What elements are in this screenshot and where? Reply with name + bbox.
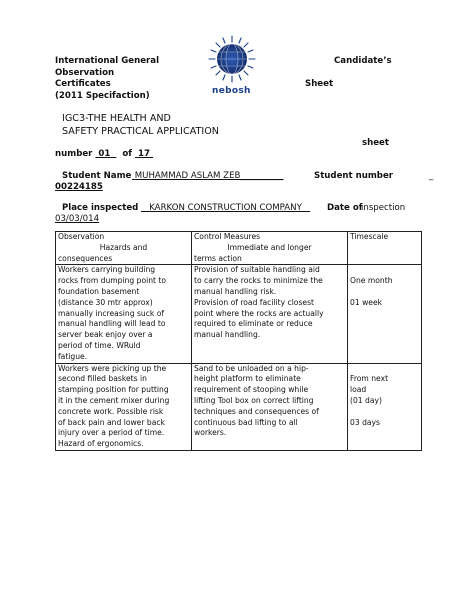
header-control: Control Measures Immediate and longer terms action [192,232,348,265]
sheet-of-label: of [122,149,133,159]
control-cell: Sand to be unloaded on a hip- height platform to eliminate requirement of stooping while lifting Tool box on correct lifting techniques and consequences of continuous bad lifting to all workers. [192,363,348,450]
sheet-label: Sheet [305,79,334,89]
student-name-field: MUHAMMAD ASLAM ZEB__________ [134,171,284,181]
table-row [56,265,422,363]
sheet-total: 17 [138,149,150,159]
table-row [56,363,422,450]
header-observation: Observation Hazards and consequences [56,232,192,265]
place-label: Place inspected [62,203,139,213]
student-number-blank: _ [429,171,434,181]
nebosh-logo [204,34,260,104]
observation-table [55,231,422,451]
date-value: 03/03/014 [55,214,100,224]
page-title [62,113,219,138]
place-field [141,203,310,213]
date-label: Date of [327,203,363,213]
timescale-cell: One month 01 week [348,265,422,363]
control-cell: Provision of suitable handling aid to carry the rocks to minimize the manual handling risk. Provision of road facility closest point where the rocks are actually required to eliminate or reduce manual handling. [192,265,348,363]
header-timescale: Timescale [348,232,422,265]
date-label-2: inspection [361,203,406,213]
sheet-word: sheet [362,138,389,148]
place-value: KARKON CONSTRUCTION COMPANY [149,203,302,213]
observation-cell: Workers were picking up the second filled baskets in stamping position for putting it in the cement mixer during concrete work. Possible risk of back pain and lower back injury over a period of time. Hazard of ergonomics. [56,363,192,450]
student-number-value: 00224185 [55,182,103,192]
student-name-value: MUHAMMAD ASLAM ZEB [134,171,241,181]
sheet-number [55,149,153,159]
header-left [55,56,159,102]
header-line-4: (2011 Specifaction) [55,90,150,101]
header-line-1: International General [55,56,160,66]
header-line-3: Certificates [55,79,111,89]
candidates-label: Candidate’s [334,56,392,66]
sheet-current: 01 [98,149,111,159]
timescale-cell: From next load (01 day) 03 days [348,363,422,450]
student-number-label: Student number [314,171,394,181]
observation-cell: Workers carrying building rocks from dumping point to foundation basement (distance 30 mtr approx) manually increasing suck of manual handling will lead to server beak enjoy over a period of time. WRuld fatigue. [56,265,192,363]
table-header-row [56,232,422,265]
title-line-1: IGC3-THE HEALTH AND [62,113,171,124]
sheet-number-label: number [55,149,93,159]
title-line-2: SAFETY PRACTICAL APPLICATION [62,125,219,137]
logo-text: nebosh [212,86,251,96]
header-line-2: Observation [55,67,115,78]
student-name-label: Student Name [62,171,132,181]
